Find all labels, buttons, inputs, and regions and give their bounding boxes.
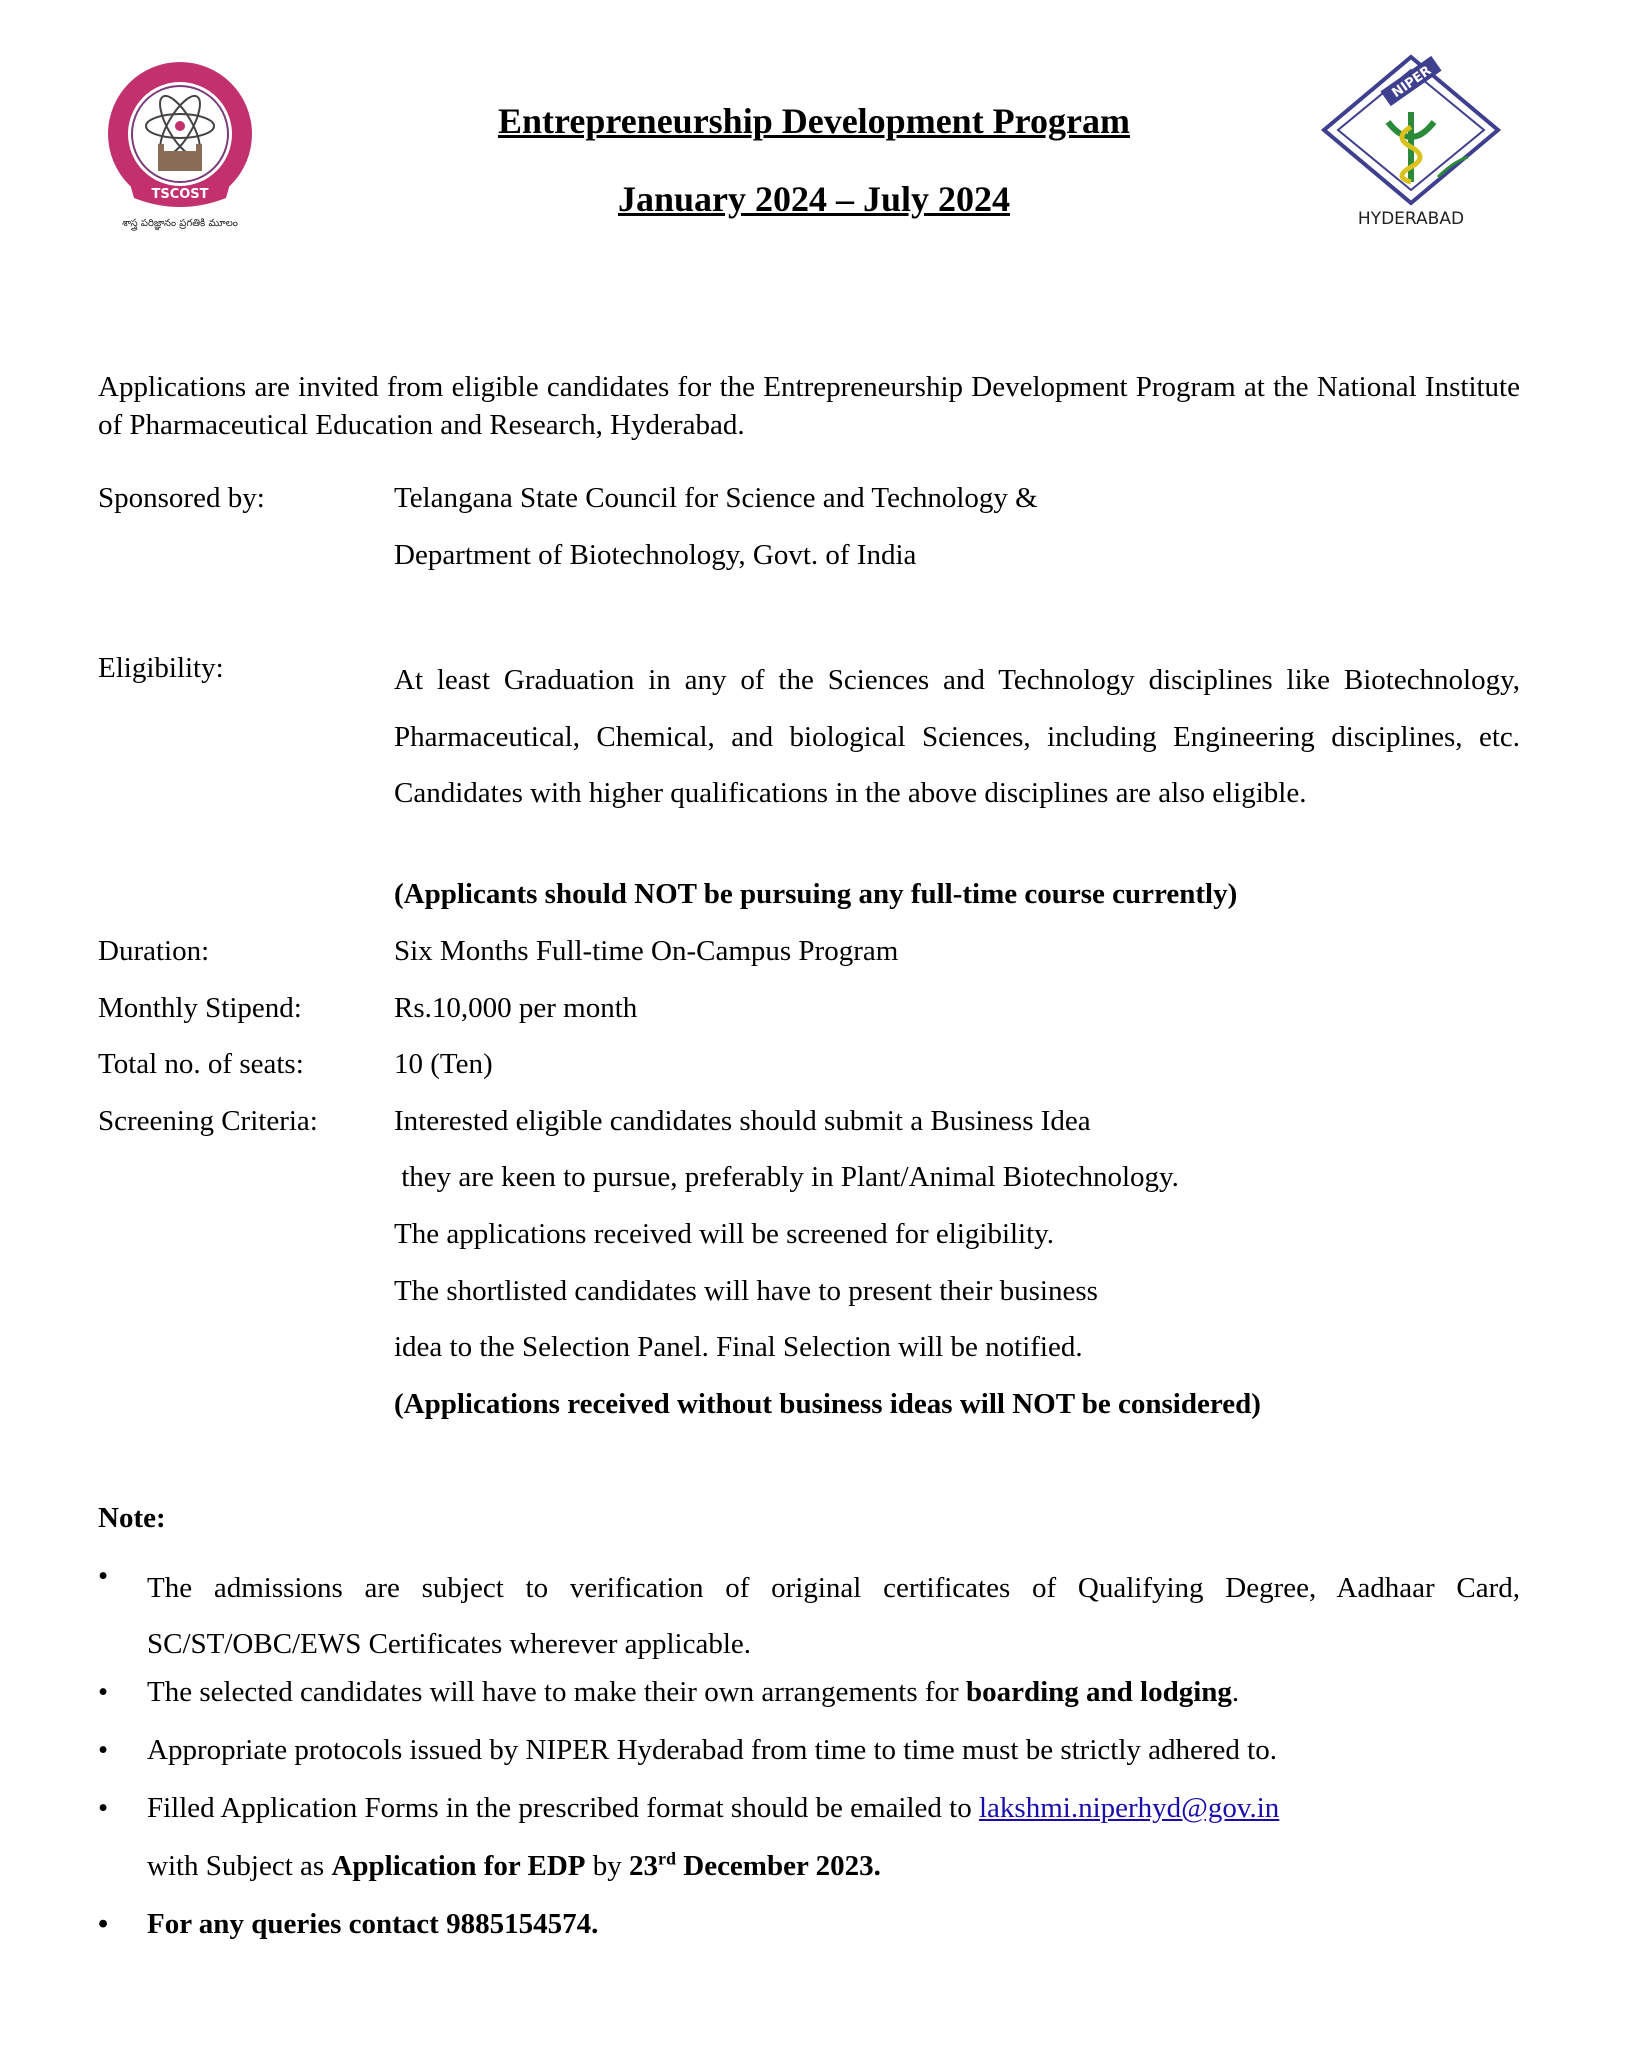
note-item-contact: For any queries contact 9885154574. xyxy=(147,1908,599,1940)
program-period: January 2024 – July 2024 xyxy=(617,179,1011,219)
screening-line-2: they are keen to pursue, preferably in Plant/Animal Biotechnology. xyxy=(394,1161,1179,1193)
note-item-boarding: The selected candidates will have to make their own arrangements for boarding and lodging. xyxy=(147,1676,1240,1708)
screening-label: Screening Criteria: xyxy=(98,1105,318,1137)
eligibility-text: At least Graduation in any of the Sciences and Technology disciplines like Biotechnology, Pharmaceutical, Chemical, and biological Sciences, including Engineering disciplines, etc. Candidates with higher qualifications in the above disciplines are also eligible. xyxy=(394,664,1520,809)
svg-text:NIPER: NIPER xyxy=(1389,63,1435,102)
email-link[interactable]: lakshmi.niperhyd@gov.in xyxy=(978,1792,1280,1824)
note-item-protocols: Appropriate protocols issued by NIPER Hyderabad from time to time must be strictly adhered to. xyxy=(147,1734,1277,1766)
bullet-icon: • xyxy=(98,1792,109,1824)
seats-label: Total no. of seats: xyxy=(98,1048,304,1080)
svg-text:శాస్త్ర పరిజ్ఞానం ప్రగతికి మూల: శాస్త్ర పరిజ్ఞానం ప్రగతికి మూలం xyxy=(122,218,238,229)
bullet-icon: • xyxy=(98,1676,109,1708)
note-item-application-deadline: with Subject as Application for EDP by 23rd December 2023. xyxy=(147,1848,881,1882)
intro-paragraph: Applications are invited from eligible candidates for the Entrepreneurship Development Program at the National Institute of Pharmaceutical Education and Research, Hyderabad. xyxy=(98,371,1520,441)
bullet-icon: • xyxy=(98,1908,109,1940)
screening-note: (Applications received without business ideas will NOT be considered) xyxy=(394,1388,1261,1420)
screening-line-3: The applications received will be screened for eligibility. xyxy=(394,1218,1055,1250)
note-item-verification: The admissions are subject to verification of original certificates of Qualifying Degree, Aadhaar Card, SC/ST/OBC/EWS Certificates wherever applicable. xyxy=(147,1572,1520,1660)
bullet-icon: • xyxy=(98,1560,109,1592)
duration-label: Duration: xyxy=(98,935,210,967)
svg-text:HYDERABAD: HYDERABAD xyxy=(1357,209,1465,229)
duration-value: Six Months Full-time On-Campus Program xyxy=(394,935,899,967)
stipend-value: Rs.10,000 per month xyxy=(394,992,638,1024)
svg-text:TSCOST: TSCOST xyxy=(151,187,209,202)
stipend-label: Monthly Stipend: xyxy=(98,992,302,1024)
sponsor-line-1: Telangana State Council for Science and Technology & xyxy=(394,482,1038,514)
note-item-application: Filled Application Forms in the prescribed format should be emailed to lakshmi.niperhyd@gov.in xyxy=(147,1792,1280,1824)
note-heading: Note: xyxy=(98,1502,166,1534)
sponsored-label: Sponsored by: xyxy=(98,482,265,514)
sponsor-line-2: Department of Biotechnology, Govt. of India xyxy=(394,539,917,571)
screening-line-1: Interested eligible candidates should submit a Business Idea xyxy=(394,1105,1091,1137)
screening-line-4: The shortlisted candidates will have to present their business xyxy=(394,1275,1098,1307)
program-title: Entrepreneurship Development Program xyxy=(498,101,1130,141)
bullet-icon: • xyxy=(98,1734,109,1766)
seats-value: 10 (Ten) xyxy=(394,1048,493,1080)
eligibility-note: (Applicants should NOT be pursuing any full-time course currently) xyxy=(394,878,1238,910)
eligibility-label: Eligibility: xyxy=(98,652,224,684)
screening-line-5: idea to the Selection Panel. Final Selection will be notified. xyxy=(394,1331,1083,1363)
